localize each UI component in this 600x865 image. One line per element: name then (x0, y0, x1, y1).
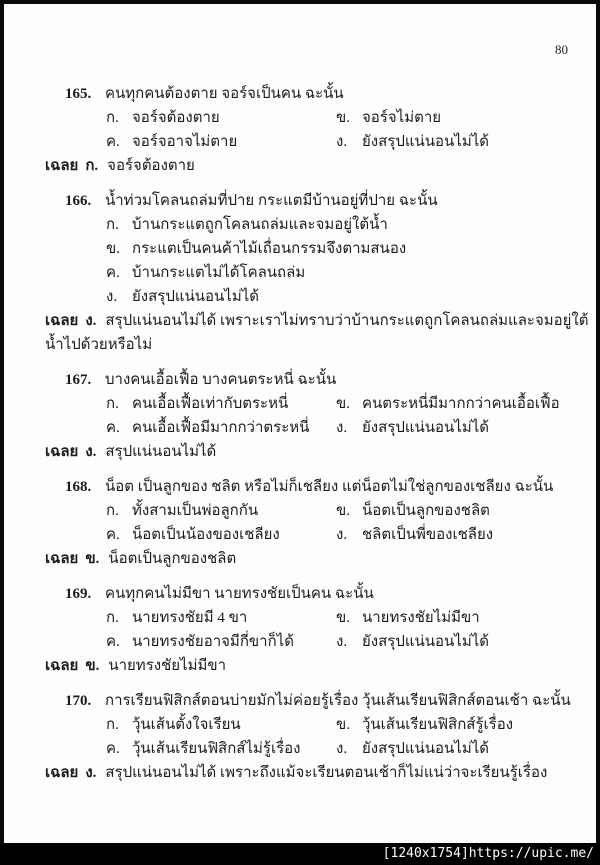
option (106, 523, 336, 547)
answer-label: เฉลย (45, 444, 79, 460)
answer-letter: ง. (85, 444, 97, 460)
option-text: วุ้นเส้นเรียนฟิสิกส์ไม่รู้เรื่อง (132, 741, 301, 757)
option (336, 737, 596, 761)
question-text: บางคนเอื้อเฟื้อ บางคนตระหนี่ ฉะนั้น (105, 372, 337, 388)
option (336, 106, 596, 130)
option-text: ยังสรุปแน่นอนไม่ได้ (362, 634, 490, 650)
question-text: คนทุกคนต้องตาย จอร์จเป็นคน ฉะนั้น (105, 86, 344, 102)
answer-line (4, 309, 596, 357)
option-text: บ้านกระแตไม่ได้โคลนถล่ม (132, 265, 306, 281)
option-letter: ค. (106, 134, 120, 150)
option-letter: ง. (336, 420, 348, 436)
page-content (4, 4, 596, 785)
options (106, 213, 596, 309)
answer-text: สรุปแน่นอนไม่ได้ เพราะถึงแม้จะเรียนตอนเช้าก็ไม่แน่ว่าจะเรียนรู้เรื่อง (105, 765, 548, 781)
option-text: นายทรงชัยไม่มีขา (362, 610, 480, 626)
answer-label: เฉลย (45, 551, 79, 567)
answer-line (4, 440, 596, 464)
question-text: น้ำท่วมโคลนถล่มที่ปาย กระแตมีบ้านอยู่ที่ปาย ฉะนั้น (105, 193, 438, 209)
option-letter: ข. (336, 503, 351, 519)
option-text: จอร์จต้องตาย (132, 110, 220, 126)
question-number: 167. (65, 372, 92, 388)
options (106, 499, 596, 547)
option-letter: ค. (106, 634, 120, 650)
option-letter: ข. (336, 610, 351, 626)
option (336, 630, 596, 654)
option-text: ยังสรุปแน่นอนไม่ได้ (362, 420, 490, 436)
option-text: กระแตเป็นคนค้าไม้เถื่อนกรรมจึงตามสนอง (132, 241, 407, 257)
option-letter: ง. (336, 741, 348, 757)
answer-letter: ข. (85, 658, 100, 674)
option (106, 392, 336, 416)
question-number: 169. (65, 586, 92, 602)
answer-text: น็อตเป็นลูกของชลิต (108, 551, 237, 567)
option-letter: ค. (106, 265, 120, 281)
option-text: จอร์จไม่ตาย (362, 110, 442, 126)
options (106, 606, 596, 654)
option (106, 237, 596, 261)
option-text: คนตระหนี่มีมากกว่าคนเอื้อเฟื้อ (362, 396, 560, 412)
question-block (4, 189, 596, 357)
option-letter: ง. (336, 634, 348, 650)
option-text: คนเอื้อเฟื้อเท่ากับตระหนี่ (132, 396, 289, 412)
question-block (4, 689, 596, 785)
option (336, 606, 596, 630)
option-letter: ง. (106, 289, 118, 305)
question-number: 170. (65, 693, 92, 709)
option-letter: ข. (106, 241, 121, 257)
answer-line (4, 654, 596, 678)
question-block (4, 368, 596, 464)
answer-letter: ข. (85, 551, 100, 567)
option-letter: ง. (336, 527, 348, 543)
question-header (4, 82, 596, 106)
question-text: น็อต เป็นลูกของ ชลิต หรือไม่ก็เชลียง แต่น็อตไม่ใช่ลูกของเชลียง ฉะนั้น (105, 479, 554, 495)
question-number: 168. (65, 479, 92, 495)
option (106, 606, 336, 630)
option-text: ยังสรุปแน่นอนไม่ได้ (362, 741, 490, 757)
question-block (4, 475, 596, 571)
option-letter: ง. (336, 134, 348, 150)
question-number: 165. (65, 86, 92, 102)
option-letter: ค. (106, 741, 120, 757)
question-block (4, 82, 596, 178)
question-header (4, 368, 596, 392)
option (106, 213, 596, 237)
option-text: คนเอื้อเฟื้อมีมากกว่าตระหนี่ (132, 420, 310, 436)
option (106, 285, 596, 309)
question-text: การเรียนฟิสิกส์ตอนบ่ายมักไม่ค่อยรู้เรื่อง วุ้นเส้นเรียนฟิสิกส์ตอนเช้า ฉะนั้น (105, 693, 571, 709)
option-text: ทั้งสามเป็นพ่อลูกกัน (132, 503, 259, 519)
option (106, 261, 596, 285)
answer-label: เฉลย (45, 658, 79, 674)
answer-text: สรุปแน่นอนไม่ได้ (105, 444, 217, 460)
option (106, 499, 336, 523)
option-text: จอร์จอาจไม่ตาย (132, 134, 238, 150)
option (106, 713, 336, 737)
option (336, 713, 596, 737)
option-text: น็อตเป็นน้องของเชลียง (132, 527, 280, 543)
option (106, 130, 336, 154)
answer-text: สรุปแน่นอนไม่ได้ เพราะเราไม่ทราบว่าบ้านกระแตถูกโคลนถล่มและจมอยู่ใต้น้ำไปด้วยหรือไม่ (45, 313, 589, 353)
watermark-text: [1240x1754]https://upic.me/ (382, 846, 594, 861)
answer-line (4, 547, 596, 571)
option-letter: ก. (106, 110, 119, 126)
options (106, 713, 596, 761)
answer-text: จอร์จต้องตาย (107, 158, 195, 174)
option-letter: ค. (106, 527, 120, 543)
watermark-bar (0, 843, 600, 865)
option-letter: ข. (336, 110, 351, 126)
option-text: วุ้นเส้นตั้งใจเรียน (132, 717, 241, 733)
option-text: นายทรงชัยมี 4 ขา (132, 610, 248, 626)
option (336, 130, 596, 154)
option-text: ยังสรุปแน่นอนไม่ได้ (132, 289, 260, 305)
option-letter: ก. (106, 717, 119, 733)
option (106, 737, 336, 761)
question-number: 166. (65, 193, 92, 209)
options (106, 392, 596, 440)
answer-label: เฉลย (45, 765, 79, 781)
question-header (4, 582, 596, 606)
option (106, 106, 336, 130)
option-letter: ก. (106, 396, 119, 412)
option-text: นายทรงชัยอาจมีกี่ขาก็ได้ (132, 634, 294, 650)
question-header (4, 475, 596, 499)
answer-label: เฉลย (45, 158, 79, 174)
answer-label: เฉลย (45, 313, 79, 329)
options (106, 106, 596, 154)
document-page (4, 4, 596, 843)
answer-letter: ง. (85, 313, 97, 329)
answer-text: นายทรงชัยไม่มีขา (108, 658, 227, 674)
option (336, 416, 596, 440)
option-text: บ้านกระแตถูกโคลนถล่มและจมอยู่ใต้น้ำ (132, 217, 388, 233)
page-number: 80 (555, 42, 568, 57)
question-text: คนทุกคนไม่มีขา นายทรงชัยเป็นคน ฉะนั้น (105, 586, 374, 602)
question-block (4, 582, 596, 678)
answer-letter: ก. (85, 158, 99, 174)
option-letter: ค. (106, 420, 120, 436)
option-letter: ก. (106, 610, 119, 626)
option (336, 523, 596, 547)
option (106, 630, 336, 654)
option-text: น็อตเป็นลูกของชลิต (362, 503, 490, 519)
option-letter: ก. (106, 217, 119, 233)
option-letter: ก. (106, 503, 119, 519)
answer-line (4, 761, 596, 785)
option (106, 416, 336, 440)
option (336, 392, 596, 416)
option-text: ชลิตเป็นพี่ของเชลียง (362, 527, 494, 543)
option-letter: ข. (336, 396, 351, 412)
option-letter: ข. (336, 717, 351, 733)
question-header (4, 189, 596, 213)
question-header (4, 689, 596, 713)
option-text: วุ้นเส้นเรียนฟิสิกส์รู้เรื่อง (362, 717, 514, 733)
answer-line (4, 154, 596, 178)
answer-letter: ง. (85, 765, 97, 781)
option-text: ยังสรุปแน่นอนไม่ได้ (362, 134, 490, 150)
option (336, 499, 596, 523)
